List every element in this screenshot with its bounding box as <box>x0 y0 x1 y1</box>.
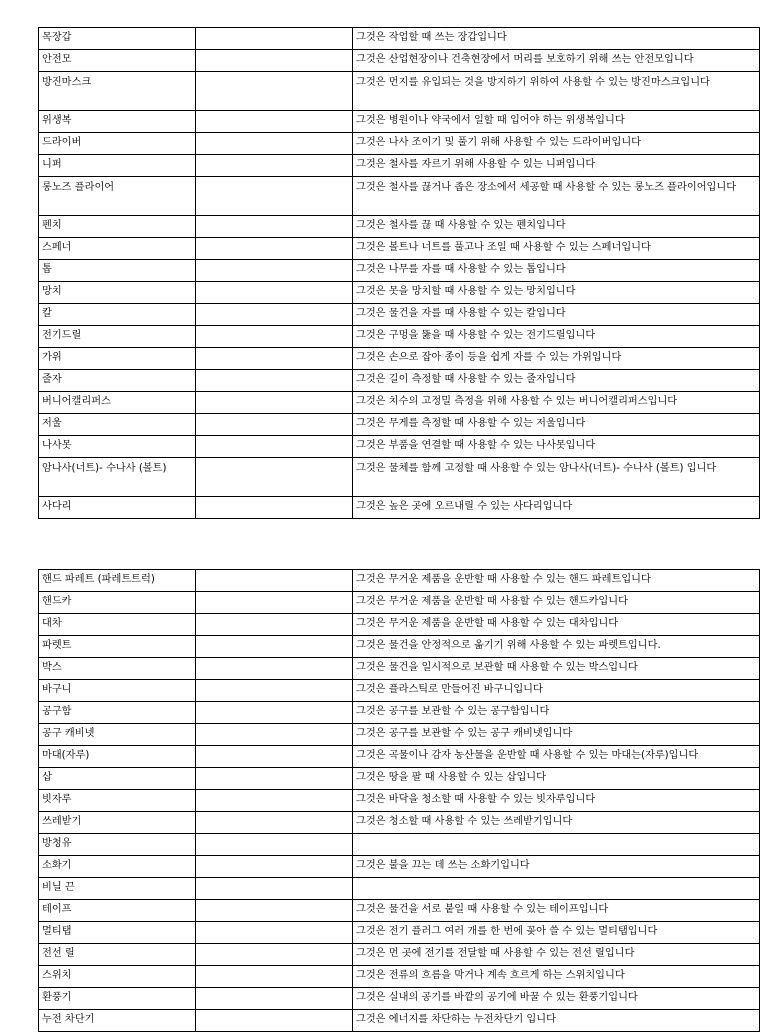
item-description-cell: 그것은 철사를 끊거나 좁은 장소에서 세공할 때 사용할 수 있는 롱노즈 플라이어입니다 <box>353 177 760 216</box>
item-description-cell: 그것은 실내의 공기를 바깥의 공기에 바꿀 수 있는 환풍기입니다 <box>353 988 760 1010</box>
item-name-cell: 방청유 <box>39 834 196 856</box>
table-row <box>39 768 760 790</box>
item-description-cell <box>353 878 760 900</box>
empty-cell <box>196 436 353 458</box>
table-row <box>39 834 760 856</box>
empty-cell <box>196 988 353 1010</box>
table-row <box>39 458 760 497</box>
table-row <box>39 988 760 1010</box>
item-description-cell: 그것은 물체를 함께 고정할 때 사용할 수 있는 암나사(너트)- 수나사 (볼트) 입니다 <box>353 458 760 497</box>
item-name-cell: 톱 <box>39 260 196 282</box>
item-description-cell: 그것은 산업현장이나 건축현장에서 머리를 보호하기 위해 쓰는 안전모입니다 <box>353 50 760 72</box>
item-description-cell: 그것은 병원이나 약국에서 일할 때 입어야 하는 위생복입니다 <box>353 111 760 133</box>
empty-cell <box>196 282 353 304</box>
table-row <box>39 900 760 922</box>
tool-table-1 <box>38 27 760 519</box>
table-row <box>39 812 760 834</box>
empty-cell <box>196 458 353 497</box>
empty-cell <box>196 177 353 216</box>
item-name-cell: 전기드릴 <box>39 326 196 348</box>
empty-cell <box>196 746 353 768</box>
item-name-cell: 테이프 <box>39 900 196 922</box>
table-row <box>39 28 760 50</box>
item-description-cell: 그것은 부품을 연결할 때 사용할 수 있는 나사못입니다 <box>353 436 760 458</box>
empty-cell <box>196 155 353 177</box>
item-description-cell: 그것은 무거운 제품을 운반할 때 사용할 수 있는 핸드 파레트입니다 <box>353 570 760 592</box>
item-name-cell: 가위 <box>39 348 196 370</box>
item-name-cell: 삽 <box>39 768 196 790</box>
item-name-cell: 방진마스크 <box>39 72 196 111</box>
item-description-cell: 그것은 볼트나 너트를 풀고나 조일 때 사용할 수 있는 스페너입니다 <box>353 238 760 260</box>
item-name-cell: 핸드카 <box>39 592 196 614</box>
item-description-cell: 그것은 불을 끄는 데 쓰는 소화기입니다 <box>353 856 760 878</box>
item-name-cell: 마대(자루) <box>39 746 196 768</box>
item-name-cell: 니퍼 <box>39 155 196 177</box>
item-description-cell: 그것은 치수의 고정밀 측정을 위해 사용할 수 있는 버니어캘리퍼스입니다 <box>353 392 760 414</box>
empty-cell <box>196 28 353 50</box>
table-row <box>39 636 760 658</box>
item-description-cell: 그것은 길이 측정할 때 사용할 수 있는 줄자입니다 <box>353 370 760 392</box>
table-row <box>39 177 760 216</box>
empty-cell <box>196 702 353 724</box>
item-description-cell: 그것은 나사 조이기 및 풀기 위해 사용할 수 있는 드라이버입니다 <box>353 133 760 155</box>
item-name-cell: 박스 <box>39 658 196 680</box>
empty-cell <box>196 570 353 592</box>
table-row <box>39 746 760 768</box>
item-name-cell: 암나사(너트)- 수나사 (볼트) <box>39 458 196 497</box>
table-row <box>39 370 760 392</box>
table-row <box>39 570 760 592</box>
item-name-cell: 쓰레받기 <box>39 812 196 834</box>
empty-cell <box>196 878 353 900</box>
item-description-cell: 그것은 철사를 끊 때 사용할 수 있는 펜치입니다 <box>353 216 760 238</box>
item-name-cell: 누전 차단기 <box>39 1010 196 1032</box>
item-name-cell: 전선 릴 <box>39 944 196 966</box>
item-name-cell: 드라이버 <box>39 133 196 155</box>
empty-cell <box>196 133 353 155</box>
table-row <box>39 238 760 260</box>
empty-cell <box>196 922 353 944</box>
item-name-cell: 공구함 <box>39 702 196 724</box>
item-description-cell: 그것은 못을 망치할 때 사용할 수 있는 망치입니다 <box>353 282 760 304</box>
table-row <box>39 72 760 111</box>
table-row <box>39 702 760 724</box>
empty-cell <box>196 724 353 746</box>
tool-table-2 <box>38 569 760 1032</box>
item-description-cell: 그것은 무게를 측정할 때 사용할 수 있는 저울입니다 <box>353 414 760 436</box>
item-description-cell: 그것은 물건을 자를 때 사용할 수 있는 칼입니다 <box>353 304 760 326</box>
item-name-cell: 버니어캘리퍼스 <box>39 392 196 414</box>
item-name-cell: 사다리 <box>39 497 196 519</box>
table-row <box>39 922 760 944</box>
empty-cell <box>196 111 353 133</box>
empty-cell <box>196 72 353 111</box>
table-row <box>39 966 760 988</box>
item-name-cell: 망치 <box>39 282 196 304</box>
table-row <box>39 155 760 177</box>
item-description-cell: 그것은 무거운 제품을 운반할 때 사용할 수 있는 대차입니다 <box>353 614 760 636</box>
item-description-cell: 그것은 공구를 보관할 수 있는 공구함입니다 <box>353 702 760 724</box>
item-description-cell: 그것은 먼지를 유입되는 것을 방지하기 위하여 사용할 수 있는 방진마스크입니다 <box>353 72 760 111</box>
empty-cell <box>196 348 353 370</box>
item-description-cell: 그것은 물건을 일시적으로 보관할 때 사용할 수 있는 박스입니다 <box>353 658 760 680</box>
table-row <box>39 111 760 133</box>
item-name-cell: 펜치 <box>39 216 196 238</box>
item-name-cell: 목장갑 <box>39 28 196 50</box>
empty-cell <box>196 50 353 72</box>
item-name-cell: 환풍기 <box>39 988 196 1010</box>
table-row <box>39 50 760 72</box>
item-description-cell: 그것은 플라스틱로 만들어진 바구니입니다 <box>353 680 760 702</box>
empty-cell <box>196 592 353 614</box>
table-row <box>39 614 760 636</box>
table-row <box>39 133 760 155</box>
table-row <box>39 1010 760 1032</box>
table-row <box>39 680 760 702</box>
table-row <box>39 436 760 458</box>
empty-cell <box>196 238 353 260</box>
empty-cell <box>196 812 353 834</box>
empty-cell <box>196 636 353 658</box>
empty-cell <box>196 680 353 702</box>
table-row <box>39 304 760 326</box>
item-description-cell: 그것은 에너지를 차단하는 누전차단기 입니다 <box>353 1010 760 1032</box>
table-row <box>39 348 760 370</box>
empty-cell <box>196 392 353 414</box>
table-row <box>39 216 760 238</box>
item-name-cell: 롱노즈 플라이어 <box>39 177 196 216</box>
item-name-cell: 멀티탭 <box>39 922 196 944</box>
table-row <box>39 944 760 966</box>
table-row <box>39 326 760 348</box>
empty-cell <box>196 326 353 348</box>
item-name-cell: 파렛트 <box>39 636 196 658</box>
empty-cell <box>196 216 353 238</box>
empty-cell <box>196 497 353 519</box>
table-row <box>39 878 760 900</box>
item-description-cell: 그것은 전류의 흐름을 막거나 계속 흐르게 하는 스위치입니다 <box>353 966 760 988</box>
item-description-cell: 그것은 땅을 팔 때 사용할 수 있는 삽입니다 <box>353 768 760 790</box>
item-description-cell: 그것은 먼 곳에 전기를 전달할 때 사용할 수 있는 전선 릴입니다 <box>353 944 760 966</box>
item-description-cell: 그것은 공구를 보관할 수 있는 공구 캐비넷입니다 <box>353 724 760 746</box>
empty-cell <box>196 658 353 680</box>
item-name-cell: 바구니 <box>39 680 196 702</box>
empty-cell <box>196 834 353 856</box>
table-row <box>39 260 760 282</box>
item-name-cell: 공구 캐비넷 <box>39 724 196 746</box>
table-row <box>39 856 760 878</box>
item-name-cell: 스페너 <box>39 238 196 260</box>
item-name-cell: 나사못 <box>39 436 196 458</box>
item-description-cell: 그것은 나무를 자를 때 사용할 수 있는 톱입니다 <box>353 260 760 282</box>
table-row <box>39 282 760 304</box>
item-description-cell: 그것은 손으로 잡아 종이 등을 쉽게 자를 수 있는 가위입니다 <box>353 348 760 370</box>
empty-cell <box>196 790 353 812</box>
item-description-cell: 그것은 물건을 서로 붙일 때 사용할 수 있는 테이프입니다 <box>353 900 760 922</box>
item-description-cell: 그것은 곡물이나 감자 농산물을 운반할 때 사용할 수 있는 마대는(자루)입니다 <box>353 746 760 768</box>
item-description-cell: 그것은 무거운 제품을 운반할 때 사용할 수 있는 핸드카입니다 <box>353 592 760 614</box>
table-row <box>39 414 760 436</box>
item-description-cell: 그것은 높은 곳에 오르내릴 수 있는 사다리입니다 <box>353 497 760 519</box>
item-name-cell: 비닐 끈 <box>39 878 196 900</box>
item-name-cell: 핸드 파레트 (파레트트럭) <box>39 570 196 592</box>
empty-cell <box>196 856 353 878</box>
table-row <box>39 790 760 812</box>
item-description-cell: 그것은 철사를 자르기 위해 사용할 수 있는 니퍼입니다 <box>353 155 760 177</box>
item-description-cell: 그것은 청소할 때 사용할 수 있는 쓰레받기입니다 <box>353 812 760 834</box>
empty-cell <box>196 304 353 326</box>
empty-cell <box>196 260 353 282</box>
empty-cell <box>196 614 353 636</box>
empty-cell <box>196 900 353 922</box>
item-description-cell <box>353 834 760 856</box>
empty-cell <box>196 1010 353 1032</box>
table-row <box>39 658 760 680</box>
item-name-cell: 안전모 <box>39 50 196 72</box>
item-name-cell: 소화기 <box>39 856 196 878</box>
table-row <box>39 497 760 519</box>
item-name-cell: 위생복 <box>39 111 196 133</box>
item-description-cell: 그것은 전기 플러그 여러 개를 한 번에 꽂아 쓸 수 있는 멀티탭입니다 <box>353 922 760 944</box>
table-row <box>39 592 760 614</box>
table-row <box>39 724 760 746</box>
item-name-cell: 저울 <box>39 414 196 436</box>
item-description-cell: 그것은 구멍을 뚫을 때 사용할 수 있는 전기드릴입니다 <box>353 326 760 348</box>
item-description-cell: 그것은 바닥을 청소할 때 사용할 수 있는 빗자루입니다 <box>353 790 760 812</box>
item-name-cell: 줄자 <box>39 370 196 392</box>
table-row <box>39 392 760 414</box>
item-description-cell: 그것은 작업할 때 쓰는 장갑입니다 <box>353 28 760 50</box>
item-description-cell: 그것은 물건을 안정적으로 옮기기 위해 사용할 수 있는 파렛트입니다. <box>353 636 760 658</box>
empty-cell <box>196 944 353 966</box>
item-name-cell: 빗자루 <box>39 790 196 812</box>
empty-cell <box>196 966 353 988</box>
empty-cell <box>196 414 353 436</box>
item-name-cell: 스위치 <box>39 966 196 988</box>
item-name-cell: 칼 <box>39 304 196 326</box>
item-name-cell: 대차 <box>39 614 196 636</box>
empty-cell <box>196 768 353 790</box>
empty-cell <box>196 370 353 392</box>
